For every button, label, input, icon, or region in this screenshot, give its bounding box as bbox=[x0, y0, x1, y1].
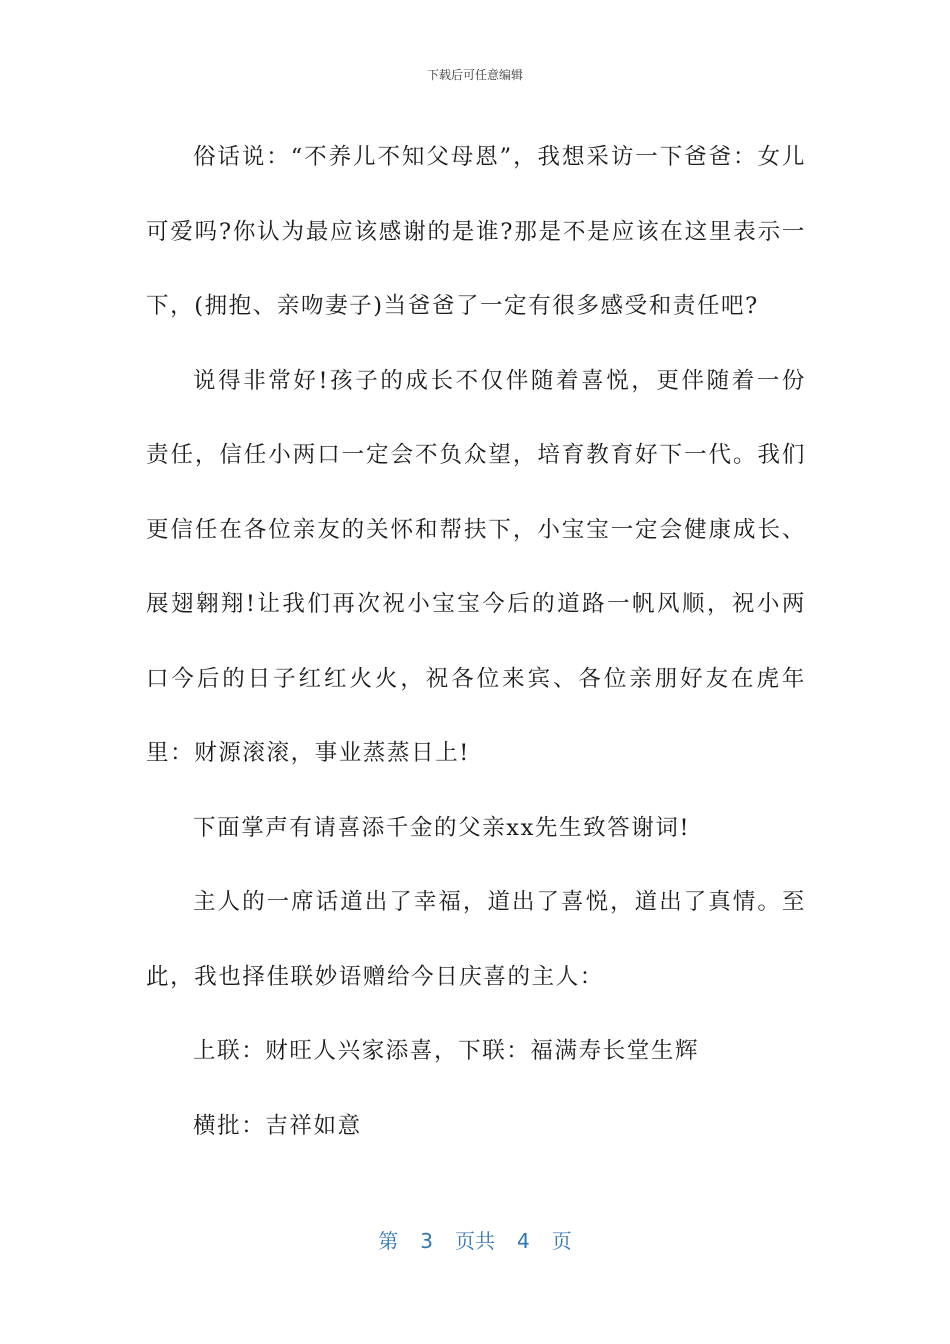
footer-total-pages: 4 bbox=[517, 1229, 530, 1253]
paragraph-blessing: 说得非常好!孩子的成长不仅伴随着喜悦，更伴随着一份责任，信任小两口一定会不负众望，培育教育好下一代。我们更信任在各位亲友的关怀和帮扶下，小宝宝一定会健康成长、展翅翱翔!让我们再次祝小宝宝今后的道路一帆风顺，祝小两口今后的日子红红火火，祝各位来宾、各位亲朋好友在虎年里：财源滚滚，事业蒸蒸日上! bbox=[146, 367, 806, 766]
document-body bbox=[146, 120, 806, 1163]
footer-prefix: 第 bbox=[378, 1229, 399, 1253]
paragraph-interview: 俗话说：“不养儿不知父母恩”，我想采访一下爸爸：女儿可爱吗?你认为最应该感谢的是谁?那是不是应该在这里表示一下，(拥抱、亲吻妻子)当爸爸了一定有很多感受和责任吧? bbox=[146, 144, 806, 319]
paragraph-host-words: 主人的一席话道出了幸福，道出了喜悦，道出了真情。至此，我也择佳联妙语赠给今日庆喜的主人： bbox=[146, 889, 806, 990]
footer-suffix: 页 bbox=[551, 1229, 572, 1253]
paragraph-horizontal-scroll: 横批：吉祥如意 bbox=[193, 1112, 362, 1139]
header-note: 下载后可任意编辑 bbox=[426, 68, 523, 82]
paragraph-couplet: 上联：财旺人兴家添喜，下联：福满寿长堂生辉 bbox=[193, 1038, 700, 1064]
page-footer bbox=[0, 1225, 950, 1254]
footer-page-number: 3 bbox=[420, 1229, 433, 1253]
footer-middle: 页共 bbox=[455, 1229, 495, 1253]
paragraph-invite-father: 下面掌声有请喜添千金的父亲xx先生致答谢词! bbox=[193, 814, 691, 841]
